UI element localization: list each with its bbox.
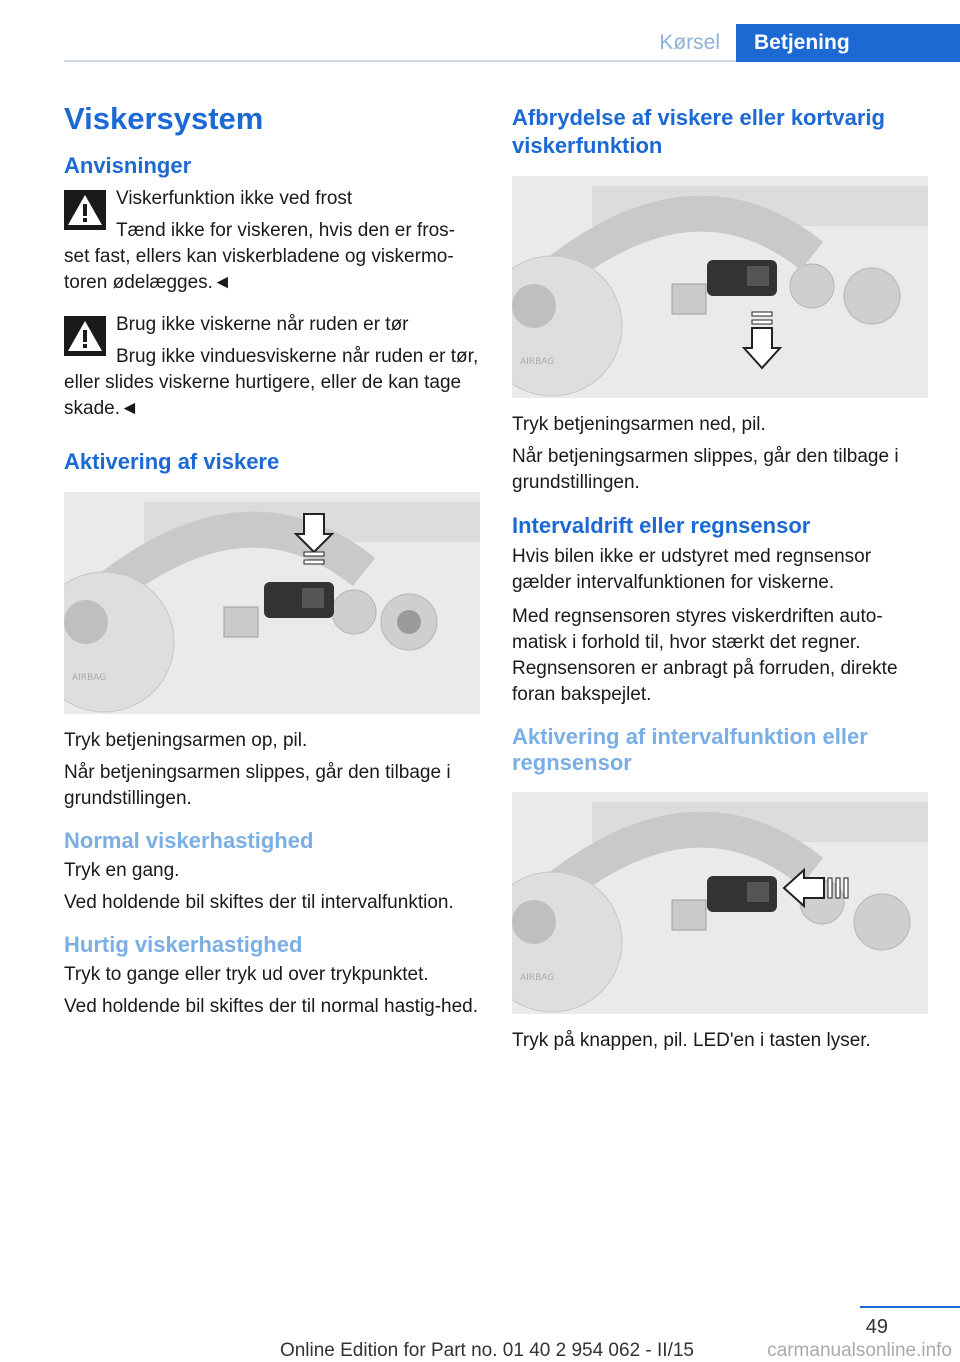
figure-wiper-up (64, 492, 480, 714)
warning-dry (64, 312, 480, 422)
heading-normal: Normal viskerhastighed (64, 828, 314, 853)
page-title: Viskersystem (64, 101, 264, 136)
heading-hurtig: Hurtig viskerhastighed (64, 932, 303, 957)
paragraph: Hvis bilen ikke er udstyret med regnsensor gælder intervalfunktionen for viskerne. (512, 546, 872, 593)
paragraph: Ved holdende bil skiftes der til normal hastig-hed. (64, 996, 479, 1017)
edition-text: Online Edition for Part no. 01 40 2 954 062 - II/15 (279, 1340, 694, 1361)
paragraph: Når betjeningsarmen slippes, går den tilbage i grundstillingen. (512, 446, 899, 493)
svg-text:AIRBAG: AIRBAG (520, 357, 555, 367)
watermark: carmanualsonline.info (767, 1340, 952, 1361)
header (0, 0, 960, 64)
tab-betjening[interactable]: Betjening (736, 24, 960, 62)
warning-frost (64, 186, 480, 296)
warning-title: Viskerfunktion ikke ved frost (116, 188, 353, 209)
heading-anvisninger: Anvisninger (64, 153, 192, 178)
paragraph: Tryk betjeningsarmen op, pil. (64, 730, 308, 751)
right-column (512, 104, 928, 1054)
steering-wheel-illustration (512, 792, 928, 1014)
svg-text:AIRBAG: AIRBAG (72, 673, 107, 683)
figure-wiper-down (512, 176, 928, 398)
svg-text:AIRBAG: AIRBAG (520, 973, 555, 983)
paragraph: Tryk en gang. (64, 860, 180, 881)
heading-interval: Intervaldrift eller regnsensor (512, 513, 811, 538)
heading-afbrydelse: Afbrydelse af viskere eller kortvarig viskerfunktion (512, 105, 885, 158)
warning-icon (64, 316, 106, 356)
left-column (64, 100, 480, 1020)
heading-aktivering-interval: Aktivering af intervalfunktion eller regnsensor (512, 724, 868, 775)
steering-wheel-illustration (512, 176, 928, 398)
heading-aktivering: Aktivering af viskere (64, 449, 280, 474)
page-number: 49 (865, 1316, 888, 1338)
warning-icon (64, 190, 106, 230)
paragraph: Ved holdende bil skiftes der til intervalfunktion. (64, 892, 454, 913)
tab-korsel[interactable]: Kørsel (659, 31, 720, 54)
figure-interval-button (512, 792, 928, 1014)
paragraph: Med regnsensoren styres viskerdriften auto-matisk i forhold til, hvor stærkt det regner. Regnsensoren er anbragt på forruden, direkte foran bakspejlet. (512, 606, 898, 705)
warning-text: Tænd ikke for viskeren, hvis den er fros-set fast, ellers kan viskerbladene og viskermo-toren ødelægges.◄ (64, 220, 455, 293)
paragraph: Tryk to gange eller tryk ud over trykpunktet. (64, 964, 429, 985)
footer-rule (860, 1306, 960, 1308)
paragraph: Tryk betjeningsarmen ned, pil. (512, 414, 766, 435)
steering-wheel-illustration (64, 492, 480, 714)
warning-title: Brug ikke viskerne når ruden er tør (116, 314, 409, 335)
footer (0, 1300, 960, 1362)
paragraph: Når betjeningsarmen slippes, går den tilbage i grundstillingen. (64, 762, 451, 809)
paragraph: Tryk på knappen, pil. LED'en i tasten lyser. (512, 1030, 871, 1051)
warning-text: Brug ikke vinduesviskerne når ruden er tør, eller slides viskerne hurtigere, eller de kan tage skade.◄ (64, 346, 479, 419)
